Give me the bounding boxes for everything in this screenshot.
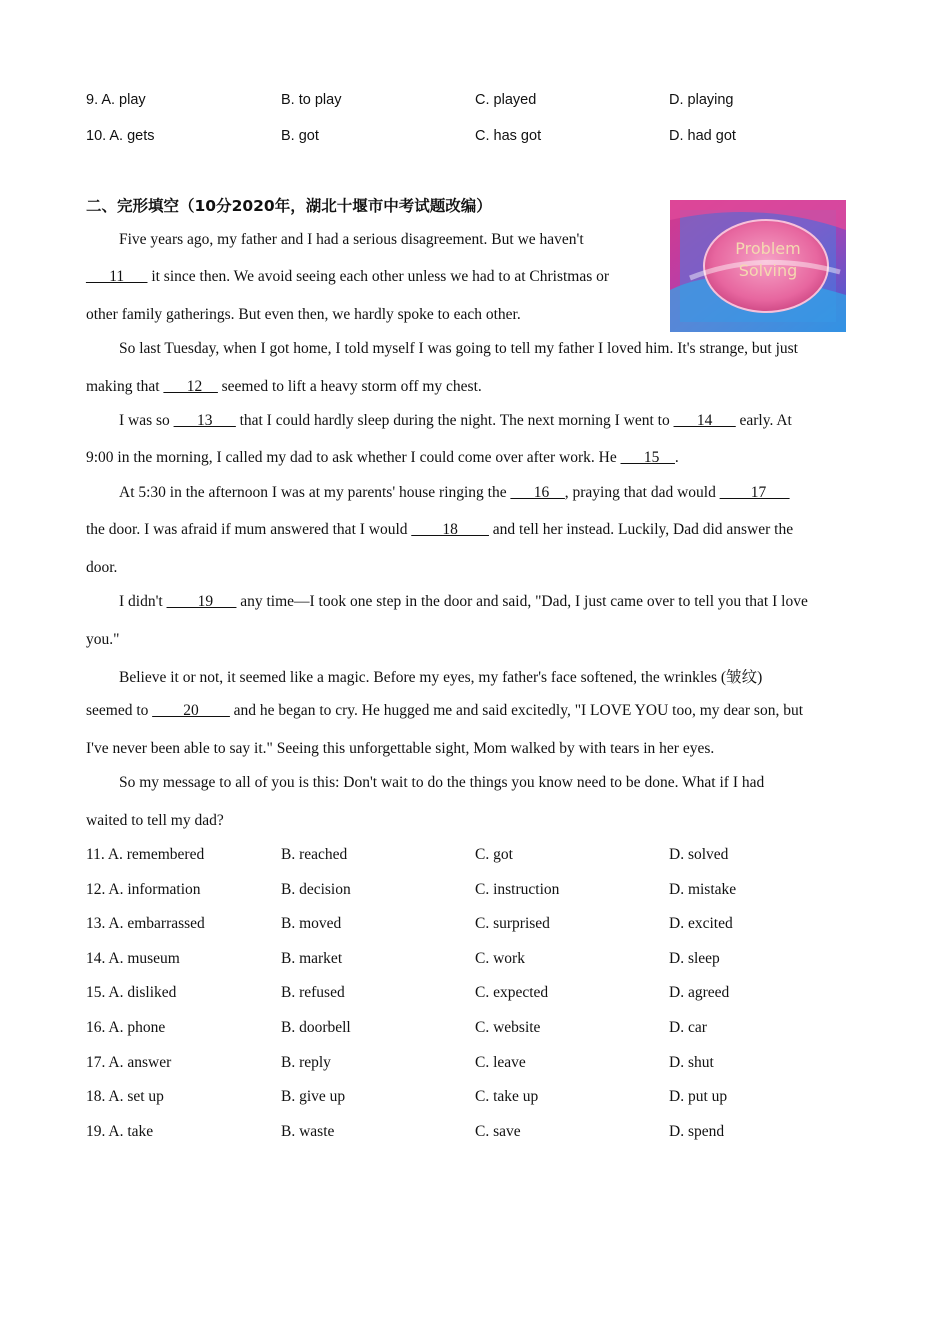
option-c: C. website bbox=[475, 1019, 541, 1036]
option-b: B. doorbell bbox=[281, 1019, 351, 1036]
passage-line: waited to tell my dad? bbox=[86, 812, 224, 829]
option-row-19 bbox=[86, 1123, 876, 1147]
option-row-13 bbox=[86, 915, 876, 939]
option-d: D. excited bbox=[669, 915, 733, 932]
option-d: D. car bbox=[669, 1019, 707, 1036]
option-a: 18. A. set up bbox=[86, 1088, 164, 1105]
option-c: C. surprised bbox=[475, 915, 550, 932]
passage-line: I didn't ____19___ any time—I took one step in the door and said, "Dad, I just came over to tell you that I love bbox=[119, 593, 808, 610]
option-row-9 bbox=[86, 92, 876, 116]
option-c: C. take up bbox=[475, 1088, 539, 1105]
option-d: D. put up bbox=[669, 1088, 728, 1105]
image-text-2: Solving bbox=[738, 261, 798, 280]
option-row-17 bbox=[86, 1054, 876, 1078]
passage-line: door. bbox=[86, 559, 118, 576]
option-a: 16. A. phone bbox=[86, 1019, 166, 1036]
option-row-15 bbox=[86, 984, 876, 1008]
option-d: D. shut bbox=[669, 1054, 714, 1071]
option-row-12 bbox=[86, 881, 876, 905]
option-a: 10. A. gets bbox=[86, 128, 155, 144]
passage-line: Five years ago, my father and I had a serious disagreement. But we haven't bbox=[119, 231, 584, 248]
option-b: B. got bbox=[281, 128, 319, 144]
problem-solving-image bbox=[670, 200, 846, 332]
option-c: C. expected bbox=[475, 984, 549, 1001]
option-d: D. playing bbox=[669, 92, 734, 108]
passage-line: Believe it or not, it seemed like a magic. Before my eyes, my father's face softened, the wrinkles (皱纹) bbox=[119, 669, 763, 686]
option-a: 11. A. remembered bbox=[86, 846, 205, 863]
option-b: B. decision bbox=[281, 881, 351, 898]
passage-line: So my message to all of you is this: Don't wait to do the things you know need to be done. What if I had bbox=[119, 774, 765, 791]
blank-18: ____18____ bbox=[411, 521, 489, 538]
option-a: 9. A. play bbox=[86, 92, 146, 108]
option-d: D. had got bbox=[669, 128, 736, 144]
option-row-18 bbox=[86, 1088, 876, 1112]
passage-line: I was so ___13___ that I could hardly sleep during the night. The next morning I went to ___14___ early. At bbox=[119, 412, 792, 429]
option-d: D. agreed bbox=[669, 984, 730, 1001]
option-d: D. mistake bbox=[669, 881, 737, 898]
option-b: B. market bbox=[281, 950, 343, 967]
option-b: B. refused bbox=[281, 984, 345, 1001]
option-c: C. leave bbox=[475, 1054, 526, 1071]
blank-14: ___14___ bbox=[673, 412, 736, 429]
passage-line: ___11___ it since then. We avoid seeing each other unless we had to at Christmas or bbox=[86, 268, 610, 285]
passage-line: you." bbox=[86, 631, 120, 648]
option-c: C. save bbox=[475, 1123, 521, 1140]
option-row-10 bbox=[86, 127, 876, 151]
option-a: 17. A. answer bbox=[86, 1054, 172, 1071]
passage-line: 9:00 in the morning, I called my dad to ask whether I could come over after work. He ___15__. bbox=[86, 449, 679, 466]
passage-line: seemed to ____20____ and he began to cry. He hugged me and said excitedly, "I LOVE YOU too, my dear son, but bbox=[86, 702, 804, 719]
option-b: B. reached bbox=[281, 846, 348, 863]
blank-12: ___12__ bbox=[163, 378, 218, 395]
option-c: C. played bbox=[475, 92, 537, 108]
option-row-16 bbox=[86, 1019, 876, 1043]
option-a: 13. A. embarrassed bbox=[86, 915, 205, 932]
passage-line: the door. I was afraid if mum answered that I would ____18____ and tell her instead. Luckily, Dad did answer the bbox=[86, 521, 794, 538]
option-b: B. reply bbox=[281, 1054, 331, 1071]
option-b: B. give up bbox=[281, 1088, 346, 1105]
option-c: C. work bbox=[475, 950, 525, 967]
option-a: 15. A. disliked bbox=[86, 984, 177, 1001]
blank-17: ____17___ bbox=[719, 484, 790, 501]
blank-11: ___11___ bbox=[86, 268, 148, 285]
option-c: C. has got bbox=[475, 128, 542, 144]
image-text-1: Problem bbox=[735, 239, 801, 258]
passage-line: I've never been able to say it." Seeing this unforgettable sight, Mom walked by with tears in her eyes. bbox=[86, 740, 715, 757]
option-b: B. to play bbox=[281, 92, 342, 108]
option-c: C. instruction bbox=[475, 881, 560, 898]
option-b: B. waste bbox=[281, 1123, 335, 1140]
option-d: D. sleep bbox=[669, 950, 720, 967]
blank-19: ____19___ bbox=[166, 593, 237, 610]
passage-line: So last Tuesday, when I got home, I told myself I was going to tell my father I loved him. It's strange, but just bbox=[119, 340, 798, 357]
option-b: B. moved bbox=[281, 915, 342, 932]
blank-15: ___15__ bbox=[620, 449, 675, 466]
passage-line: making that ___12__ seemed to lift a heavy storm off my chest. bbox=[86, 378, 482, 395]
option-a: 14. A. museum bbox=[86, 950, 180, 967]
section-heading: 二、完形填空（10分2020年，湖北十堰市中考试题改编） bbox=[86, 197, 492, 215]
option-a: 12. A. information bbox=[86, 881, 201, 898]
passage-line: other family gatherings. But even then, we hardly spoke to each other. bbox=[86, 306, 521, 323]
option-d: D. solved bbox=[669, 846, 729, 863]
option-row-14 bbox=[86, 950, 876, 974]
option-row-11 bbox=[86, 846, 876, 870]
blank-20: ____20____ bbox=[152, 702, 230, 719]
passage-line: At 5:30 in the afternoon I was at my parents' house ringing the ___16__, praying that dad would ____17___ bbox=[119, 484, 790, 501]
option-c: C. got bbox=[475, 846, 513, 863]
blank-13: ___13___ bbox=[173, 412, 236, 429]
blank-16: ___16__ bbox=[510, 484, 565, 501]
option-a: 19. A. take bbox=[86, 1123, 154, 1140]
option-d: D. spend bbox=[669, 1123, 725, 1140]
